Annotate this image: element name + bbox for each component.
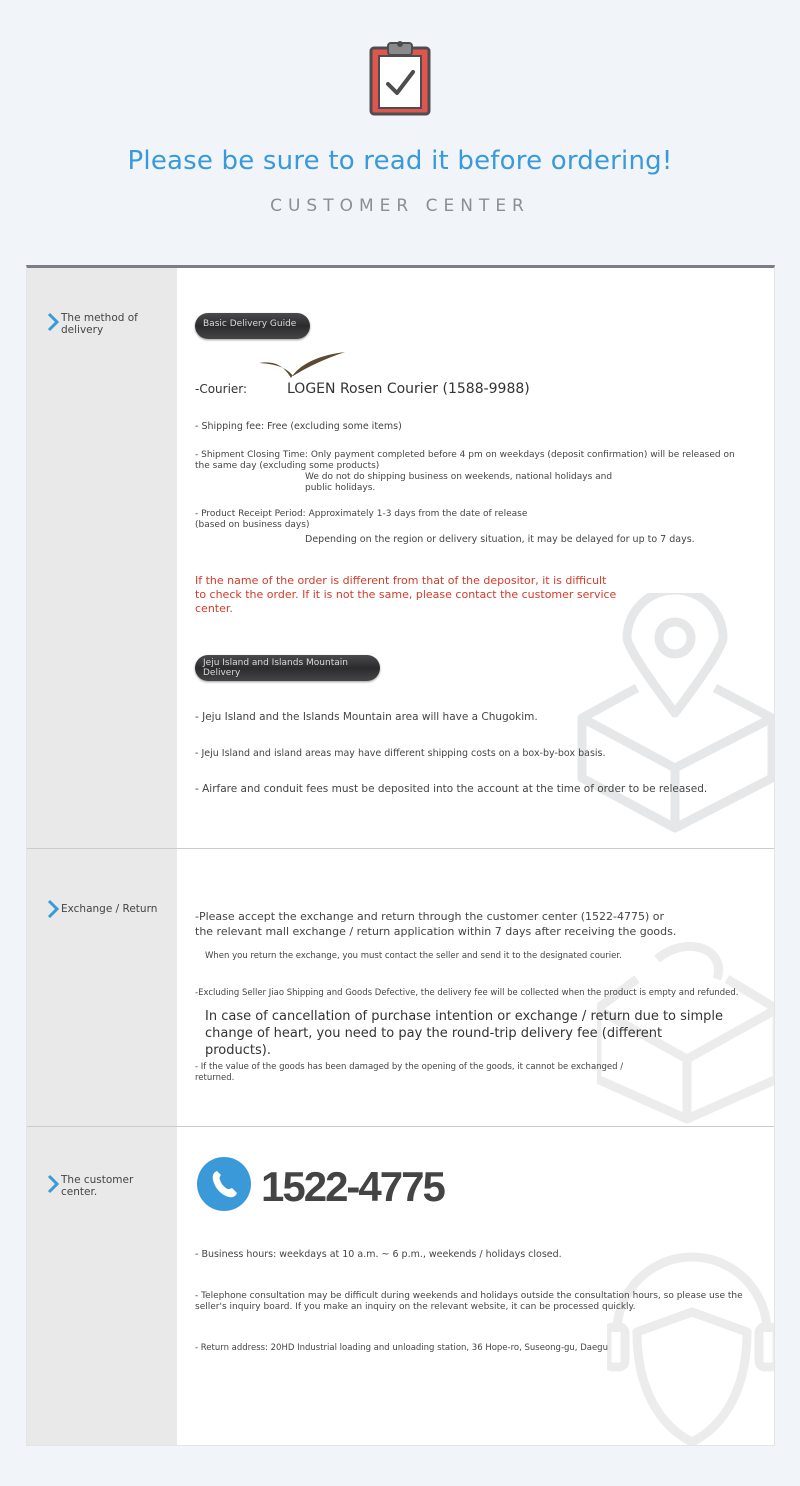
delivery-side-label bbox=[47, 312, 141, 336]
exchange-note-1: When you return the exchange, you must contact the seller and send it to the designated courier. bbox=[205, 951, 622, 961]
customer-sidebar bbox=[27, 1127, 177, 1446]
chevron-right-icon bbox=[47, 1174, 59, 1194]
exchange-side-label bbox=[47, 899, 157, 919]
exchange-line-1: -Please accept the exchange and return through the customer center (1522-4775) or the relevant mall exchange / return application within 7 days after receiving the goods. bbox=[195, 910, 677, 938]
return-address: - Return address: 20HD Industrial loading and unloading station, 36 Hope-ro, Suseong-gu, Daegu bbox=[195, 1343, 608, 1353]
customer-side-text: The customer center. bbox=[61, 1174, 134, 1198]
order-name-warning: If the name of the order is different from that of the depositor, it is difficult to check the order. If it is not the same, please contact the customer service center. bbox=[195, 574, 617, 615]
courier-value: LOGEN Rosen Courier (1588-9988) bbox=[287, 381, 530, 397]
closing-time: - Shipment Closing Time: Only payment completed before 4 pm on weekdays (deposit confirmation) will be released on the same day (excluding some products) bbox=[195, 450, 735, 471]
phone-glyph-icon bbox=[197, 1157, 251, 1211]
page-subtitle: CUSTOMER CENTER bbox=[270, 196, 530, 216]
delivery-sidebar bbox=[27, 268, 177, 848]
basic-delivery-badge: Basic Delivery Guide bbox=[195, 313, 310, 339]
shipping-fee: - Shipping fee: Free (excluding some items) bbox=[195, 421, 402, 432]
jeju-delivery-badge: Jeju Island and Islands Mountain Delivery bbox=[195, 655, 380, 681]
exchange-line-4: - If the value of the goods has been damaged by the opening of the goods, it cannot be exchanged / returned. bbox=[195, 1062, 624, 1083]
box-location-icon bbox=[577, 593, 775, 833]
jeju-line-2: - Jeju Island and island areas may have different shipping costs on a box-by-box basis. bbox=[195, 748, 606, 759]
brush-stroke-icon bbox=[257, 348, 347, 380]
consultation-note: - Telephone consultation may be difficult during weekends and holidays outside the consultation hours, so please use the seller's inquiry board. If you make an inquiry on the relevant website, it can be processed quickly. bbox=[195, 1291, 743, 1312]
closing-note: We do not do shipping business on weekends, national holidays and public holidays. bbox=[305, 472, 613, 493]
business-hours: - Business hours: weekdays at 10 a.m. ~ 6 p.m., weekends / holidays closed. bbox=[195, 1249, 562, 1260]
exchange-section bbox=[27, 849, 774, 1126]
page-title: Please be sure to read it before ordering! bbox=[127, 146, 673, 176]
delivery-side-text: The method of delivery bbox=[61, 312, 138, 336]
exchange-line-3: In case of cancellation of purchase intention or exchange / return due to simple change of heart, you need to pay the round-trip delivery fee (different products). bbox=[205, 1009, 724, 1058]
jeju-line-1: - Jeju Island and the Islands Mountain area will have a Chugokim. bbox=[195, 711, 538, 723]
customer-content bbox=[177, 1127, 774, 1446]
chevron-right-icon bbox=[47, 312, 59, 332]
customer-section bbox=[27, 1127, 774, 1446]
customer-side-label bbox=[47, 1174, 141, 1198]
phone-icon bbox=[197, 1157, 251, 1211]
exchange-sidebar bbox=[27, 849, 177, 1126]
courier-label: -Courier: bbox=[195, 382, 248, 396]
info-panel bbox=[26, 265, 775, 1446]
shield-headset-icon bbox=[607, 1252, 775, 1446]
receipt-note: Depending on the region or delivery situation, it may be delayed for up to 7 days. bbox=[305, 534, 695, 545]
exchange-line-2: -Excluding Seller Jiao Shipping and Goods Defective, the delivery fee will be collected when the product is empty and refunded. bbox=[195, 988, 739, 998]
chevron-right-icon bbox=[47, 899, 59, 919]
phone-number[interactable]: 1522-4775 bbox=[261, 1163, 444, 1210]
exchange-side-text: Exchange / Return bbox=[61, 903, 158, 915]
clipboard-check-icon bbox=[368, 38, 432, 118]
exchange-content bbox=[177, 849, 774, 1126]
jeju-line-3: - Airfare and conduit fees must be deposited into the account at the time of order to be released. bbox=[195, 783, 708, 795]
receipt-period: - Product Receipt Period: Approximately 1-3 days from the date of release (based on business days) bbox=[195, 509, 528, 530]
delivery-section bbox=[27, 268, 774, 848]
delivery-content bbox=[177, 268, 774, 848]
